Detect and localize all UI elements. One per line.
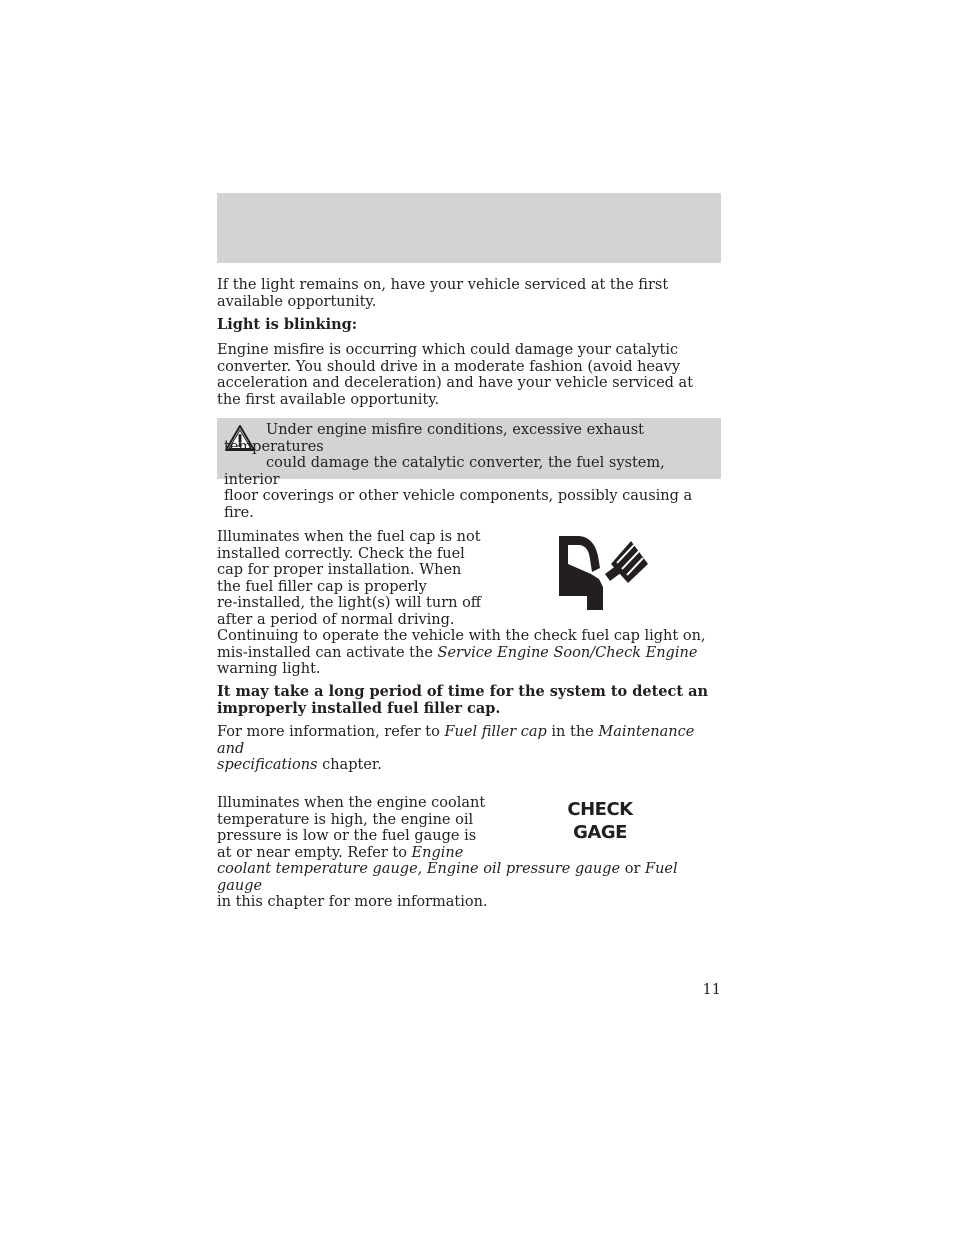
fuel-cap-continue-line [217,645,721,662]
paragraph-text: If the light remains on, have your vehicle serviced at the first available opportunity. [217,277,669,310]
check-gage-text-line: Illuminates when the engine coolant [217,795,486,811]
heading-light-blinking [217,317,721,334]
check-gage-line: GAGE [573,822,627,843]
heading-text: Light is blinking: [217,316,358,333]
warning-box [217,418,721,521]
warning-text [224,422,718,521]
text-run-italic: Service Engine Soon/Check Engine [437,644,698,661]
fuel-cap-line: cap for proper installation. When [217,562,462,578]
text-run: For more information, refer to [217,724,445,740]
bold-note-line: It may take a long period of time for the system to detect an [217,683,709,700]
check-gage-description [217,795,721,911]
paragraph-light-remains-on [217,277,721,310]
fuel-cap-icon [556,532,652,612]
fuel-cap-line: the fuel filler cap is properly [217,578,427,595]
check-gage-line: CHECK [567,799,633,820]
text-run-italic: Fuel filler cap [444,724,547,740]
check-gage-text-line: temperature is high, the engine oil [217,811,474,828]
fuel-cap-continue-line: Continuing to operate the vehicle with the check fuel cap light on, [217,628,706,644]
paragraph-misfire [217,342,721,408]
warning-line: Under engine misfire conditions, excessive exhaust temperatures [224,422,644,455]
text-run: in the [546,724,599,740]
header-band [217,193,721,263]
check-gage-text-line [217,845,721,862]
fuel-cap-line: installed correctly. Check the fuel [217,545,465,562]
warning-line: floor coverings or other vehicle components, possibly causing a fire. [224,488,693,521]
text-run-italic: Maintenance and [217,724,695,757]
page-number: 11 [702,982,721,998]
check-gage-text-line: pressure is low or the fuel gauge is [217,828,477,844]
fuel-cap-line: Illuminates when the fuel cap is not [217,529,481,545]
fuel-cap-line: re-installed, the light(s) will turn off [217,595,482,611]
fuel-cap-continue-line: warning light. [217,661,321,677]
text-run: or [620,861,646,877]
text-run-italic: Engine [411,844,464,861]
reference-line [217,757,721,774]
fuel-cap-reference [217,724,721,774]
fuel-cap-line: after a period of normal driving. [217,611,455,628]
check-gage-text-line: in this chapter for more information. [217,894,488,910]
check-gage-text-line [217,861,721,894]
bold-note-line: improperly installed fuel filler cap. [217,699,501,717]
reference-line [217,724,721,757]
text-run-italic: coolant temperature gauge, Engine oil pressure gauge [217,861,621,877]
text-run-italic: specifications [217,757,318,773]
paragraph-text: Engine misfire is occurring which could damage your catalytic converter. You should drive in a moderate fashion (avoid heavy acceleration and deceleration) and have your vehicle serviced at the first available opportunity. [217,342,694,408]
text-run: at or near empty. Refer to [217,844,412,861]
text-run: chapter. [317,757,382,773]
warning-line: could damage the catalytic converter, the fuel system, interior [224,455,665,488]
fuel-cap-bold-note [217,684,721,717]
text-run: mis-installed can activate the [217,644,438,661]
text-run-italic: Fuel gauge [217,861,678,894]
